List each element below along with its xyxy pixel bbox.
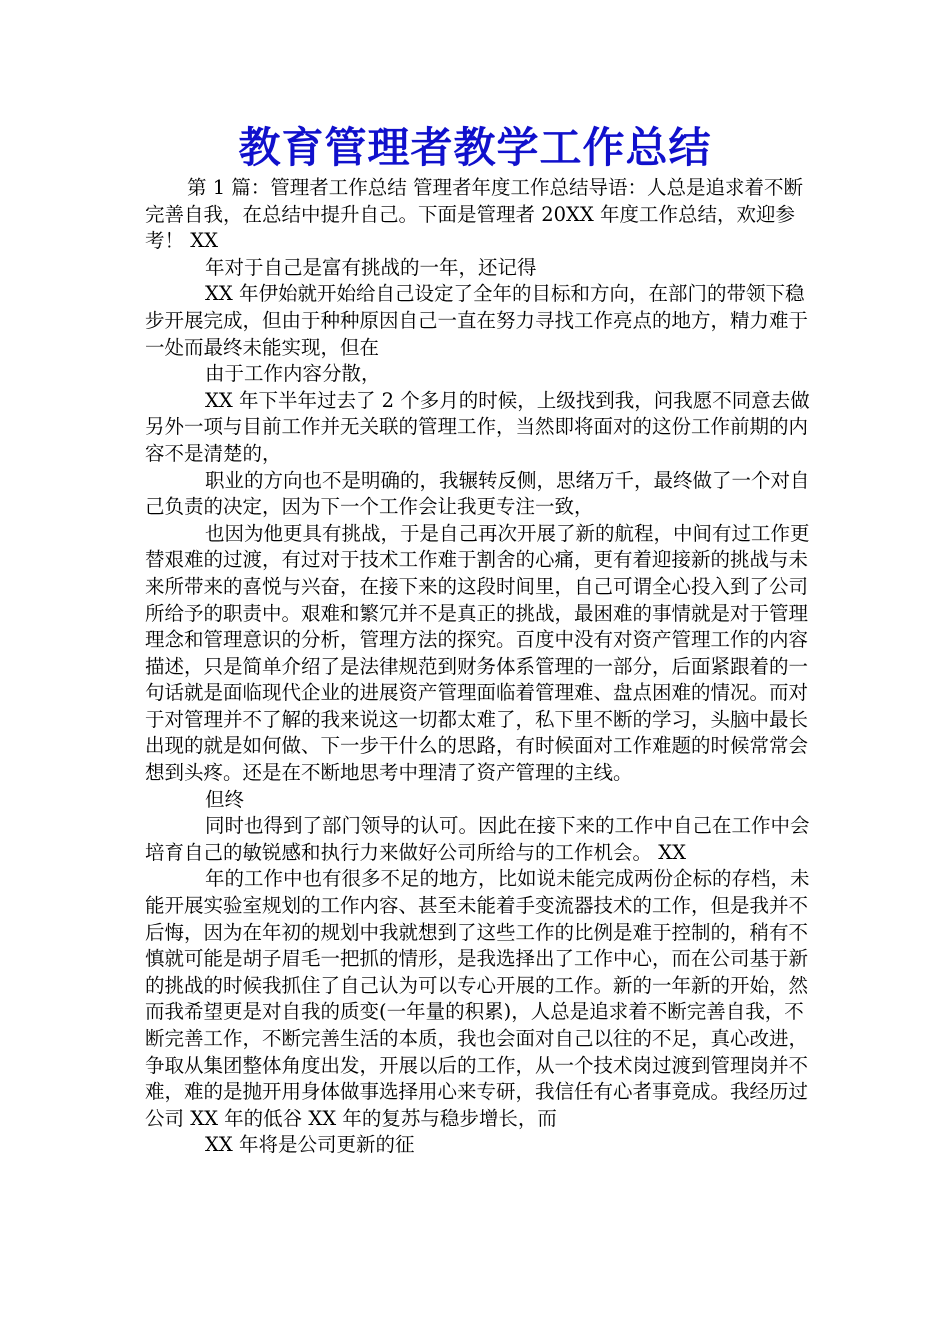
paragraph: 年对于自己是富有挑战的一年，还记得 [205, 255, 537, 279]
paragraph: 也因为他更具有挑战，于是自己再次开展了新的航程，中间有过工作更替艰难的过渡，有过对于技术工作难于割舍的心痛，更有着迎接新的挑战与未来所带来的喜悦与兴奋，在接下来的这段时间里，自己可谓全心投入到了公司所给予的职责中。艰难和繁冗并不是真正的挑战，最困难的事情就是对于管理理念和管理意识的分析，管理方法的探究。百度中没有对资产管理工作的内容描述，只是简单介绍了是法律规范到财务体系管理的一部分，后面紧跟着的一句话就是面临现代企业的进展资产管理面临着管理难、盘点困难的情况。而对于对管理并不了解的我来说这一切都太难了，私下里不断的学习，头脑中最长出现的就是如何做、下一步干什么的思路，有时候面对工作难题的时候常常会想到头疼。还是在不断地思考中理清了资产管理的主线。 [145, 521, 810, 785]
paragraph: XX 年将是公司更新的征 [205, 1133, 415, 1157]
paragraph: XX 年伊始就开始给自己设定了全年的目标和方向，在部门的带领下稳步开展完成，但由于种种原因自己一直在努力寻找工作亮点的地方，精力难于一处而最终未能实现，但在 [145, 282, 809, 359]
paragraph: 第 1 篇：管理者工作总结 管理者年度工作总结导语：人总是追求着不断完善自我，在总结中提升自己。下面是管理者 20XX 年度工作总结，欢迎参考！ XX [145, 176, 804, 253]
paragraph: XX 年下半年过去了 2 个多月的时候，上级找到我，问我愿不同意去做另外一项与目前工作并无关联的管理工作，当然即将面对的这份工作前期的内容不是清楚的， [145, 388, 810, 465]
paragraph: 但终 [205, 787, 245, 811]
document-body [145, 175, 815, 1159]
paragraph: 由于工作内容分散， [205, 362, 381, 386]
paragraph: 同时也得到了部门领导的认可。因此在接下来的工作中自己在工作中会培育自己的敏锐感和执行力来做好公司所给与的工作机会。 XX [145, 814, 810, 864]
paragraph: 年的工作中也有很多不足的地方，比如说未能完成两份企标的存档，未能开展实验室规划的工作内容、甚至未能着手变流器技术的工作，但是我并不后悔，因为在年初的规划中我就想到了这些工作的比例是难于控制的，稍有不慎就可能是胡子眉毛一把抓的情形，是我选择出了工作中心，而在公司基于新的挑战的时候我抓住了自己认为可以专心开展的工作。新的一年新的开始，然而我希望更是对自我的质变(一年量的积累)，人总是追求着不断完善自我，不断完善工作，不断完善生活的本质，我也会面对自己以往的不足，真心改进，争取从集团整体角度出发，开展以后的工作，从一个技术岗过渡到管理岗并不难，难的是抛开用身体做事选择用心来专研，我信任有心者事竟成。我经历过公司 XX 年的低谷 XX 年的复苏与稳步增长，而 [145, 867, 810, 1130]
document-title: 教育管理者教学工作总结 [238, 123, 712, 172]
paragraph: 职业的方向也不是明确的，我辗转反侧，思绪万千，最终做了一个对自己负责的决定，因为下一个工作会让我更专注一致， [145, 468, 810, 519]
